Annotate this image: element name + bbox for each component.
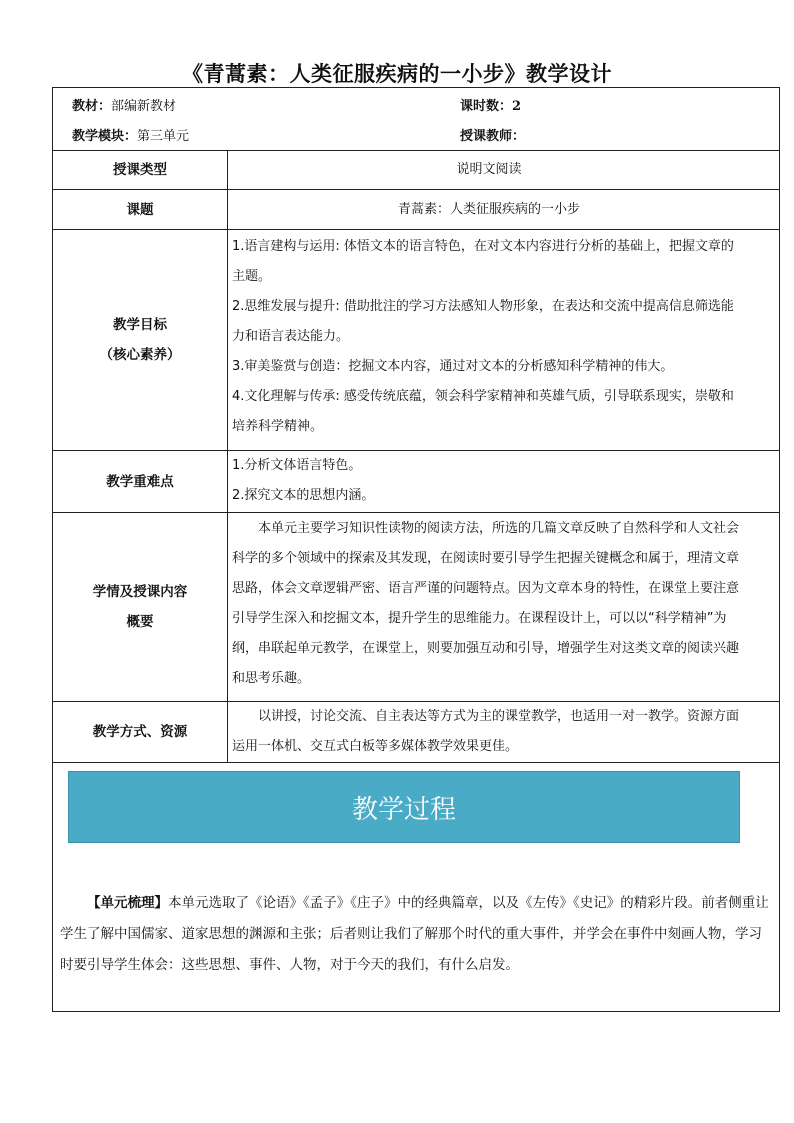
goal-item: 4.文化理解与传承: 感受传统底蕴，领会科学家精神和英雄气质，引导联系现实，崇敬和培养科学精神。 <box>232 389 734 434</box>
textbook-field <box>72 95 176 114</box>
hours-field <box>460 95 521 114</box>
goals-label <box>53 230 227 450</box>
topic-value: 青蒿素：人类征服疾病的一小步 <box>397 202 580 217</box>
module-label: 教学模块： <box>72 129 138 144</box>
goals-list <box>232 232 746 442</box>
keypoints-label-text: 教学重难点 <box>106 473 174 490</box>
overview-label-line1: 学情及授课内容 <box>92 584 188 600</box>
goal-item: 1.语言建构与运用: 体悟文本的语言特色，在对文本内容进行分析的基础上，把握文章的主题。 <box>232 239 734 284</box>
keypoint-item: 2.探究文本的思想内涵。 <box>232 488 375 503</box>
overview-text: 本单元主要学习知识性读物的阅读方法，所选的几篇文章反映了自然科学和人文社会科学的多个领域中的探索及其发现，在阅读时要引导学生把握关键概念和属于，理清文章思路，体会文章逻辑严密、语言严谨的问题特点。因为文章本身的特性，在课堂上要注意引导学生深入和挖掘文本，提升学生的思维能力。在课程设计上，可以以“科学精神”为纲，串联起单元教学，在课堂上，则要加强互动和引导，增强学生对这类文章的阅读兴趣和思考乐趣。 <box>232 521 740 686</box>
module-field <box>72 125 189 144</box>
lesson-type-label-text: 授课类型 <box>113 162 167 178</box>
goals-label-line2: （核心素养） <box>99 347 181 363</box>
unit-summary <box>60 888 772 981</box>
method-label-text: 教学方式、资源 <box>92 724 188 740</box>
unit-summary-tag: 【单元梳理】 <box>87 895 168 911</box>
hours-label: 课时数： <box>460 99 513 114</box>
teaching-process-banner <box>68 771 740 843</box>
keypoints-label <box>53 451 227 512</box>
overview-label-line2: 概要 <box>126 614 154 630</box>
keypoints-list <box>232 451 746 511</box>
textbook-value: 部编新教材 <box>111 99 177 114</box>
teacher-field <box>460 125 525 144</box>
keypoint-item: 1.分析文体语言特色。 <box>232 458 362 473</box>
topic-label-text: 课题 <box>126 201 154 218</box>
row-divider <box>52 762 780 763</box>
goals-label-line1: 教学目标 <box>113 317 167 333</box>
column-divider <box>227 150 228 762</box>
overview-label <box>53 513 227 701</box>
document-title: 《青蒿素：人类征服疾病的一小步》教学设计 <box>182 61 612 86</box>
lesson-type-value: 说明文阅读 <box>456 162 522 177</box>
lesson-type-label <box>53 151 227 189</box>
hours-value: 2 <box>512 99 522 114</box>
teacher-label: 授课教师： <box>460 129 526 144</box>
textbook-label: 教材： <box>72 99 112 114</box>
method-label <box>53 702 227 762</box>
goal-item: 3.审美鉴赏与创造：挖掘文本内容，通过对文本的分析感知科学精神的伟大。 <box>232 359 674 374</box>
banner-title: 教学过程 <box>351 794 456 825</box>
unit-summary-text: 本单元选取了《论语》《孟子》《庄子》中的经典篇章，以及《左传》《史记》的精彩片段。前者侧重让学生了解中国儒家、道家思想的渊源和主张；后者则让我们了解那个时代的重大事件，并学会在事件中刻画人物，学习时要引导学生体会：这些思想、事件、人物，对于今天的我们，有什么启发。 <box>60 895 769 973</box>
goal-item: 2.思维发展与提升: 借助批注的学习方法感知人物形象，在表达和交流中提高信息筛选能力和语言表达能力。 <box>232 299 734 344</box>
module-value: 第三单元 <box>137 129 190 144</box>
topic-label <box>53 190 227 229</box>
method-text: 以讲授，讨论交流、自主表达等方式为主的课堂教学，也适用一对一教学。资源方面运用一体机、交互式白板等多媒体教学效果更佳。 <box>232 709 740 754</box>
